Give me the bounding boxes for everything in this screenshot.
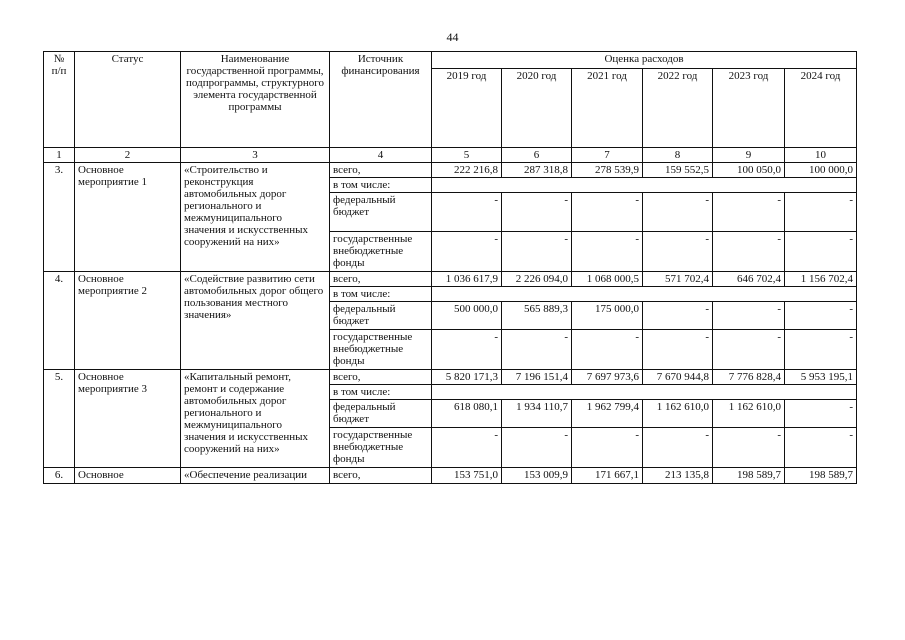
column-number: 5 xyxy=(432,148,502,163)
row-value: - xyxy=(713,428,785,468)
row-value: 153 751,0 xyxy=(432,468,502,484)
row-source: в том числе: xyxy=(330,178,432,193)
row-status: Основное мероприятие 1 xyxy=(75,163,181,272)
header-name: Наименование государственной программы, подпрограммы, структурного элемента государственной программы xyxy=(181,52,330,148)
row-value: 100 000,0 xyxy=(785,163,857,178)
table-row xyxy=(44,163,857,178)
row-value: 287 318,8 xyxy=(502,163,572,178)
row-value: 7 670 944,8 xyxy=(643,370,713,385)
row-value: 7 776 828,4 xyxy=(713,370,785,385)
row-value: - xyxy=(713,193,785,232)
page-number: 44 xyxy=(446,30,459,44)
row-value: 2 226 094,0 xyxy=(502,272,572,287)
header-year: 2019 год xyxy=(432,69,502,148)
row-name: «Обеспечение реализации xyxy=(181,468,330,484)
row-value: - xyxy=(785,330,857,370)
row-value: 618 080,1 xyxy=(432,400,502,428)
row-value: 1 934 110,7 xyxy=(502,400,572,428)
row-value: - xyxy=(432,428,502,468)
column-number: 1 xyxy=(44,148,75,163)
row-value: - xyxy=(572,330,643,370)
row-value: 213 135,8 xyxy=(643,468,713,484)
row-value: - xyxy=(643,302,713,330)
row-number: 6. xyxy=(44,468,75,484)
row-value: 222 216,8 xyxy=(432,163,502,178)
row-value: 1 156 702,4 xyxy=(785,272,857,287)
row-source: государственные внебюджетные фонды xyxy=(330,232,432,272)
row-name: «Капитальный ремонт, ремонт и содержание автомобильных дорог регионального и межмуниципального значения и искусственных сооружений на них» xyxy=(181,370,330,468)
row-value: 646 702,4 xyxy=(713,272,785,287)
row-value: 153 009,9 xyxy=(502,468,572,484)
row-value: - xyxy=(502,330,572,370)
header-num: № п/п xyxy=(44,52,75,148)
row-value: - xyxy=(785,428,857,468)
row-value: 1 162 610,0 xyxy=(643,400,713,428)
column-number: 10 xyxy=(785,148,857,163)
column-number: 4 xyxy=(330,148,432,163)
table-body xyxy=(44,163,857,484)
row-value: - xyxy=(643,330,713,370)
table-row xyxy=(44,272,857,287)
row-value: - xyxy=(713,232,785,272)
column-number: 7 xyxy=(572,148,643,163)
row-source: всего, xyxy=(330,272,432,287)
row-source: государственные внебюджетные фонды xyxy=(330,428,432,468)
row-value: - xyxy=(572,193,643,232)
row-value: - xyxy=(502,428,572,468)
row-value: - xyxy=(785,302,857,330)
row-value: - xyxy=(502,193,572,232)
row-source: в том числе: xyxy=(330,385,432,400)
table-row xyxy=(44,468,857,484)
row-status: Основное xyxy=(75,468,181,484)
header-estimate: Оценка расходов xyxy=(432,52,857,69)
row-value: - xyxy=(572,428,643,468)
column-number: 9 xyxy=(713,148,785,163)
row-source: всего, xyxy=(330,370,432,385)
row-value: 171 667,1 xyxy=(572,468,643,484)
row-source: всего, xyxy=(330,468,432,484)
table-row xyxy=(44,370,857,385)
row-source: федеральный бюджет xyxy=(330,193,432,232)
row-value: 198 589,7 xyxy=(713,468,785,484)
row-source: государственные внебюджетные фонды xyxy=(330,330,432,370)
row-value: 571 702,4 xyxy=(643,272,713,287)
row-source: федеральный бюджет xyxy=(330,400,432,428)
header-source: Источник финансирования xyxy=(330,52,432,148)
row-value: 159 552,5 xyxy=(643,163,713,178)
row-value: 175 000,0 xyxy=(572,302,643,330)
row-value: 7 697 973,6 xyxy=(572,370,643,385)
column-number: 2 xyxy=(75,148,181,163)
row-value: 1 162 610,0 xyxy=(713,400,785,428)
row-value: 565 889,3 xyxy=(502,302,572,330)
row-value: - xyxy=(785,232,857,272)
row-status: Основное мероприятие 3 xyxy=(75,370,181,468)
row-value: - xyxy=(713,330,785,370)
row-value: - xyxy=(432,232,502,272)
row-value: 198 589,7 xyxy=(785,468,857,484)
row-value: - xyxy=(432,330,502,370)
row-value: 1 068 000,5 xyxy=(572,272,643,287)
row-value: 5 820 171,3 xyxy=(432,370,502,385)
row-value: 100 050,0 xyxy=(713,163,785,178)
column-number-row xyxy=(44,148,857,163)
header-year: 2022 год xyxy=(643,69,713,148)
header-year: 2021 год xyxy=(572,69,643,148)
header-status: Статус xyxy=(75,52,181,148)
header-year: 2024 год xyxy=(785,69,857,148)
header-year: 2020 год xyxy=(502,69,572,148)
row-number: 5. xyxy=(44,370,75,468)
column-number: 8 xyxy=(643,148,713,163)
expenditure-table xyxy=(43,51,857,484)
column-number: 6 xyxy=(502,148,572,163)
row-name: «Содействие развитию сети автомобильных дорог общего пользования местного значения» xyxy=(181,272,330,370)
row-value: - xyxy=(432,193,502,232)
row-source: всего, xyxy=(330,163,432,178)
row-number: 3. xyxy=(44,163,75,272)
row-value: - xyxy=(785,400,857,428)
row-value: - xyxy=(713,302,785,330)
header-year: 2023 год xyxy=(713,69,785,148)
row-name: «Строительство и реконструкция автомобильных дорог регионального и межмуниципального значения и искусственных сооружений на них» xyxy=(181,163,330,272)
row-value: 1 036 617,9 xyxy=(432,272,502,287)
row-values-empty xyxy=(432,385,857,400)
row-value: 278 539,9 xyxy=(572,163,643,178)
row-value: 7 196 151,4 xyxy=(502,370,572,385)
row-number: 4. xyxy=(44,272,75,370)
row-value: 1 962 799,4 xyxy=(572,400,643,428)
row-values-empty xyxy=(432,178,857,193)
row-value: - xyxy=(643,232,713,272)
row-value: 500 000,0 xyxy=(432,302,502,330)
row-value: - xyxy=(572,232,643,272)
row-value: - xyxy=(643,193,713,232)
row-source: в том числе: xyxy=(330,287,432,302)
column-number: 3 xyxy=(181,148,330,163)
row-value: - xyxy=(785,193,857,232)
row-status: Основное мероприятие 2 xyxy=(75,272,181,370)
row-value: 5 953 195,1 xyxy=(785,370,857,385)
row-value: - xyxy=(643,428,713,468)
row-value: - xyxy=(502,232,572,272)
row-source: федеральный бюджет xyxy=(330,302,432,330)
row-values-empty xyxy=(432,287,857,302)
